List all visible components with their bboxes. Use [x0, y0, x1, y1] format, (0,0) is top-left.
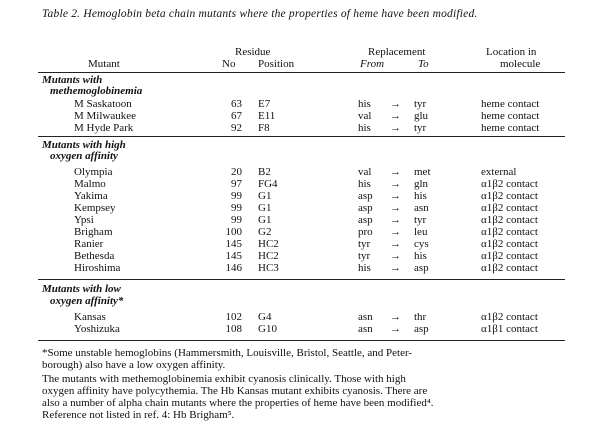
residue-position: G1: [258, 190, 272, 202]
to-residue: asp: [414, 323, 429, 335]
section-title: Mutants with high: [42, 139, 126, 151]
arrow-icon: →: [390, 110, 401, 122]
mutant-name: Ypsi: [74, 214, 94, 226]
location: α1β2 contact: [481, 190, 538, 202]
mutant-name: Ranier: [74, 238, 104, 250]
arrow-icon: →: [390, 238, 401, 250]
residue-position: G1: [258, 202, 272, 214]
location: α1β2 contact: [481, 178, 538, 190]
mutant-name: Bethesda: [74, 250, 115, 262]
table-row: [0, 190, 591, 202]
residue-number: 63: [231, 98, 242, 110]
location: α1β2 contact: [481, 202, 538, 214]
location: heme contact: [481, 122, 540, 134]
footnote: *Some unstable hemoglobins (Hammersmith, Louisville, Bristol, Seattle, and Peter-: [42, 347, 413, 359]
header-rule: [38, 72, 565, 73]
residue-number: 100: [225, 226, 242, 238]
location: α1β2 contact: [481, 214, 538, 226]
table-row: [0, 311, 591, 323]
to-residue: leu: [414, 226, 428, 238]
table-row: [0, 98, 591, 110]
location: α1β2 contact: [481, 250, 538, 262]
table-row: [0, 122, 591, 134]
table-row: [0, 323, 591, 335]
residue-position: FG4: [258, 178, 278, 190]
mutant-name: Kansas: [74, 311, 106, 323]
to-residue: tyr: [414, 98, 427, 110]
header-location: Location in: [486, 46, 537, 58]
mutant-name: Kempsey: [74, 202, 116, 214]
from-residue: his: [358, 98, 371, 110]
section-title: oxygen affinity: [50, 150, 118, 162]
arrow-icon: →: [390, 226, 401, 238]
arrow-icon: →: [390, 122, 401, 134]
to-residue: his: [414, 190, 427, 202]
note-text: The mutants with methemoglobinemia exhibit cyanosis clinically. Those with high: [42, 373, 406, 385]
to-residue: his: [414, 250, 427, 262]
location: α1β2 contact: [481, 311, 538, 323]
arrow-icon: →: [390, 202, 401, 214]
to-residue: gln: [414, 178, 429, 190]
arrow-icon: →: [390, 214, 401, 226]
location: external: [481, 166, 517, 178]
residue-position: F8: [258, 122, 270, 134]
arrow-icon: →: [390, 98, 401, 110]
from-residue: asn: [358, 323, 373, 335]
section-title: Mutants with low: [42, 283, 121, 295]
section-rule: [38, 136, 565, 137]
arrow-icon: →: [390, 166, 401, 178]
header-position: Position: [258, 58, 295, 70]
mutant-name: Malmo: [74, 178, 106, 190]
location: α1β2 contact: [481, 238, 538, 250]
arrow-icon: →: [390, 250, 401, 262]
mutant-name: Olympia: [74, 166, 113, 178]
section-title: oxygen affinity*: [50, 295, 124, 307]
table-row: [0, 262, 591, 274]
location: α1β2 contact: [481, 262, 538, 274]
mutant-name: Yoshizuka: [74, 323, 120, 335]
from-residue: val: [358, 110, 372, 122]
arrow-icon: →: [390, 178, 401, 190]
from-residue: asp: [358, 214, 373, 226]
mutant-name: Yakima: [74, 190, 108, 202]
residue-position: E11: [258, 110, 276, 122]
table-row: [0, 226, 591, 238]
header-to: To: [418, 58, 429, 70]
mutant-name: M Saskatoon: [74, 98, 132, 110]
footnote: borough) also have a low oxygen affinity.: [42, 359, 226, 371]
table-row: [0, 178, 591, 190]
table-row: [0, 202, 591, 214]
residue-position: G2: [258, 226, 272, 238]
from-residue: tyr: [358, 238, 371, 250]
table-row: [0, 110, 591, 122]
note-text: Reference not listed in ref. 4: Hb Brigham⁵.: [42, 409, 235, 421]
residue-position: HC2: [258, 250, 279, 262]
header-molecule: molecule: [500, 58, 541, 70]
table-bottom-rule: [38, 340, 565, 341]
from-residue: his: [358, 122, 371, 134]
table-row: [0, 250, 591, 262]
residue-number: 108: [225, 323, 242, 335]
mutant-name: M Hyde Park: [74, 122, 134, 134]
residue-position: G4: [258, 311, 272, 323]
table-caption: Table 2. Hemoglobin beta chain mutants where the properties of heme have been modified.: [42, 8, 478, 20]
residue-number: 20: [231, 166, 242, 178]
from-residue: asn: [358, 311, 373, 323]
residue-position: G1: [258, 214, 272, 226]
residue-position: HC2: [258, 238, 279, 250]
section-title: methemoglobinemia: [50, 85, 143, 97]
location: α1β1 contact: [481, 323, 538, 335]
residue-position: G10: [258, 323, 277, 335]
residue-number: 145: [225, 250, 242, 262]
arrow-icon: →: [390, 311, 401, 323]
header-replacement: Replacement: [368, 46, 426, 58]
residue-number: 67: [231, 110, 242, 122]
to-residue: thr: [414, 311, 427, 323]
from-residue: his: [358, 178, 371, 190]
residue-number: 145: [225, 238, 242, 250]
residue-position: E7: [258, 98, 271, 110]
from-residue: tyr: [358, 250, 371, 262]
to-residue: glu: [414, 110, 429, 122]
location: α1β2 contact: [481, 226, 538, 238]
table-row: [0, 238, 591, 250]
mutant-name: Hiroshima: [74, 262, 121, 274]
table-row: [0, 214, 591, 226]
to-residue: tyr: [414, 122, 427, 134]
location: heme contact: [481, 98, 540, 110]
from-residue: pro: [358, 226, 373, 238]
from-residue: his: [358, 262, 371, 274]
arrow-icon: →: [390, 323, 401, 335]
mutant-name: M Milwaukee: [74, 110, 137, 122]
residue-number: 99: [231, 214, 242, 226]
to-residue: asp: [414, 262, 429, 274]
header-no: No: [222, 58, 236, 70]
residue-number: 92: [231, 122, 242, 134]
residue-number: 146: [225, 262, 242, 274]
header-mutant: Mutant: [88, 58, 120, 70]
header-from: From: [360, 58, 385, 70]
section-title: Mutants with: [42, 74, 103, 86]
from-residue: asp: [358, 202, 373, 214]
to-residue: met: [414, 166, 431, 178]
residue-number: 97: [231, 178, 242, 190]
mutant-name: Brigham: [74, 226, 113, 238]
to-residue: asn: [414, 202, 429, 214]
residue-position: HC3: [258, 262, 279, 274]
residue-number: 99: [231, 202, 242, 214]
residue-position: B2: [258, 166, 271, 178]
arrow-icon: →: [390, 262, 401, 274]
residue-number: 102: [225, 311, 242, 323]
note-text: oxygen affinity have polycythemia. The Hb Kansas mutant exhibits cyanosis. There are: [42, 385, 428, 397]
note-text: also a number of alpha chain mutants where the properties of heme have been modified⁴.: [42, 397, 434, 409]
arrow-icon: →: [390, 190, 401, 202]
header-residue: Residue: [235, 46, 271, 58]
location: heme contact: [481, 110, 540, 122]
table-row: [0, 166, 591, 178]
from-residue: asp: [358, 190, 373, 202]
section-rule: [38, 279, 565, 280]
from-residue: val: [358, 166, 372, 178]
residue-number: 99: [231, 190, 242, 202]
to-residue: tyr: [414, 214, 427, 226]
to-residue: cys: [414, 238, 429, 250]
